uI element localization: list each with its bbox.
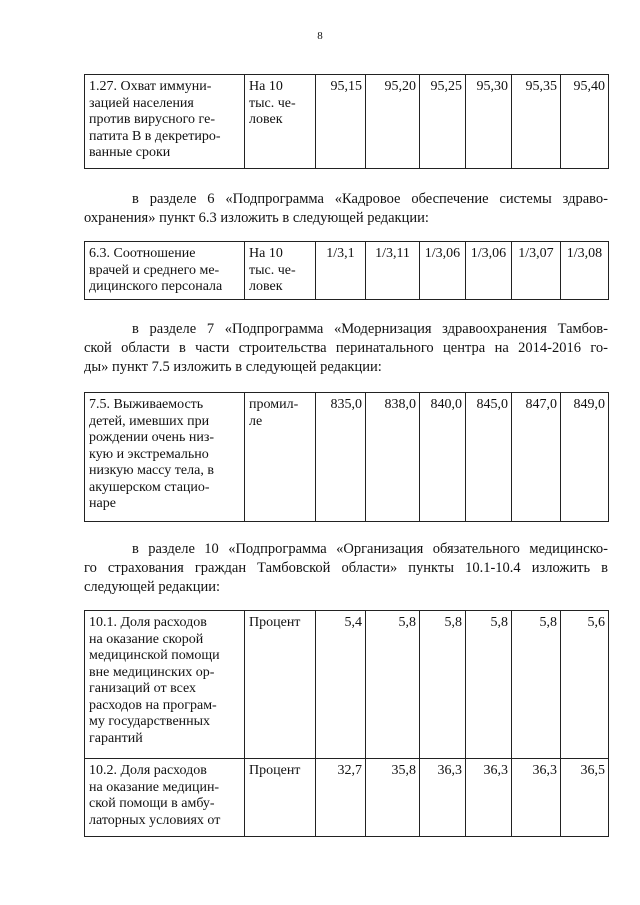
unit-line: На 10 <box>249 246 283 261</box>
indicator-line: гарантий <box>89 730 143 746</box>
paragraph-line: в разделе 10 «Подпрограмма «Организация обязательного медицинско- <box>132 541 608 557</box>
indicator-line: рождении очень низ- <box>89 430 215 445</box>
value-cell: 5,8 <box>512 611 561 759</box>
indicator-line: ванные сроки <box>89 145 171 160</box>
indicator-table-1-27 <box>84 74 609 169</box>
unit-cell: Процент <box>245 759 316 837</box>
unit-line: ловек <box>249 112 283 127</box>
indicator-line: детей, имевших при <box>89 413 210 429</box>
unit-line: тыс. че- <box>249 95 296 111</box>
paragraph-line: ской области в части строительства перинатального центра на 2014-2016 го- <box>84 340 608 356</box>
indicator-line: медицинской помощи <box>89 648 220 663</box>
indicator-line: расходов на програм- <box>89 697 217 713</box>
value-cell: 835,0 <box>316 393 366 522</box>
indicator-line: 6.3. Соотношение <box>89 246 196 261</box>
indicator-line: кую и экстремально <box>89 446 209 462</box>
value-cell: 1/3,06 <box>420 242 466 300</box>
value-cell: 1/3,06 <box>466 242 512 300</box>
unit-line: На 10 <box>249 79 283 94</box>
value-cell: 95,25 <box>420 75 466 169</box>
value-cell: 95,20 <box>366 75 420 169</box>
indicator-line: низкую массу тела, в <box>89 463 214 478</box>
paragraph-line: охранения» пункт 6.3 изложить в следующей редакции: <box>84 210 429 226</box>
indicator-cell <box>85 75 245 169</box>
indicator-line: на оказание скорой <box>89 631 204 647</box>
page-number: 8 <box>317 30 323 42</box>
unit-cell <box>245 393 316 522</box>
value-cell: 95,35 <box>512 75 561 169</box>
indicator-line: патита В в декретиро- <box>89 128 221 144</box>
indicator-line: ской помощи в амбу- <box>89 796 215 811</box>
indicator-line: на оказание медицин- <box>89 779 220 795</box>
paragraph-line: следующей редакции: <box>84 579 221 595</box>
paragraph-section-6 <box>84 190 608 228</box>
table-row <box>85 759 609 837</box>
indicator-cell <box>85 393 245 522</box>
unit-line: промил- <box>249 397 299 412</box>
indicator-line: акушерском стацио- <box>89 479 210 495</box>
indicator-line: врачей и среднего ме- <box>89 262 220 278</box>
unit-line: ле <box>249 413 263 429</box>
value-cell: 1/3,07 <box>512 242 561 300</box>
value-cell: 1/3,11 <box>366 242 420 300</box>
table-row <box>85 393 609 522</box>
value-cell: 1/3,1 <box>316 242 366 300</box>
value-cell: 5,8 <box>420 611 466 759</box>
indicator-line: му государственных <box>89 714 211 729</box>
value-cell: 845,0 <box>466 393 512 522</box>
paragraph-line: в разделе 6 «Подпрограмма «Кадровое обеспечение системы здраво- <box>132 191 608 207</box>
indicator-line: против вирусного ге- <box>89 112 215 127</box>
table-row <box>85 611 609 759</box>
paragraph-section-10 <box>84 540 608 597</box>
table-row <box>85 242 609 300</box>
paragraph-section-7 <box>84 320 608 377</box>
indicator-line: наре <box>89 496 116 511</box>
value-cell: 36,5 <box>561 759 609 837</box>
value-cell: 36,3 <box>512 759 561 837</box>
value-cell: 5,8 <box>366 611 420 759</box>
unit-line: ловек <box>249 279 283 294</box>
unit-line: тыс. че- <box>249 262 296 278</box>
value-cell: 32,7 <box>316 759 366 837</box>
value-cell: 5,8 <box>466 611 512 759</box>
value-cell: 847,0 <box>512 393 561 522</box>
indicator-line: вне медицинских ор- <box>89 664 215 680</box>
indicator-line: ганизаций от всех <box>89 681 197 696</box>
indicator-cell <box>85 242 245 300</box>
value-cell: 838,0 <box>366 393 420 522</box>
paragraph-line: ды» пункт 7.5 изложить в следующей редакции: <box>84 359 382 375</box>
value-cell: 840,0 <box>420 393 466 522</box>
table-row <box>85 75 609 169</box>
indicator-line: 7.5. Выживаемость <box>89 397 204 412</box>
indicator-cell <box>85 759 245 837</box>
value-cell: 5,4 <box>316 611 366 759</box>
paragraph-line: в разделе 7 «Подпрограмма «Модернизация здравоохранения Тамбов- <box>132 321 608 337</box>
indicator-line: 10.2. Доля расходов <box>89 763 207 778</box>
indicator-line: зацией населения <box>89 95 194 111</box>
value-cell: 5,6 <box>561 611 609 759</box>
value-cell: 36,3 <box>466 759 512 837</box>
indicator-cell <box>85 611 245 759</box>
indicator-line: латорных условиях от <box>89 812 221 828</box>
indicator-table-7-5 <box>84 392 609 522</box>
value-cell: 36,3 <box>420 759 466 837</box>
paragraph-line: го страхования граждан Тамбовской области» пункты 10.1-10.4 изложить в <box>84 560 608 576</box>
value-cell: 95,15 <box>316 75 366 169</box>
value-cell: 1/3,08 <box>561 242 609 300</box>
indicator-line: дицинского персонала <box>89 279 223 294</box>
indicator-line: 10.1. Доля расходов <box>89 615 207 630</box>
indicator-table-10 <box>84 610 609 837</box>
indicator-line: 1.27. Охват иммуни- <box>89 79 212 94</box>
value-cell: 35,8 <box>366 759 420 837</box>
value-cell: 95,40 <box>561 75 609 169</box>
indicator-table-6-3 <box>84 241 609 300</box>
unit-cell <box>245 75 316 169</box>
unit-cell: Процент <box>245 611 316 759</box>
unit-cell <box>245 242 316 300</box>
value-cell: 849,0 <box>561 393 609 522</box>
value-cell: 95,30 <box>466 75 512 169</box>
